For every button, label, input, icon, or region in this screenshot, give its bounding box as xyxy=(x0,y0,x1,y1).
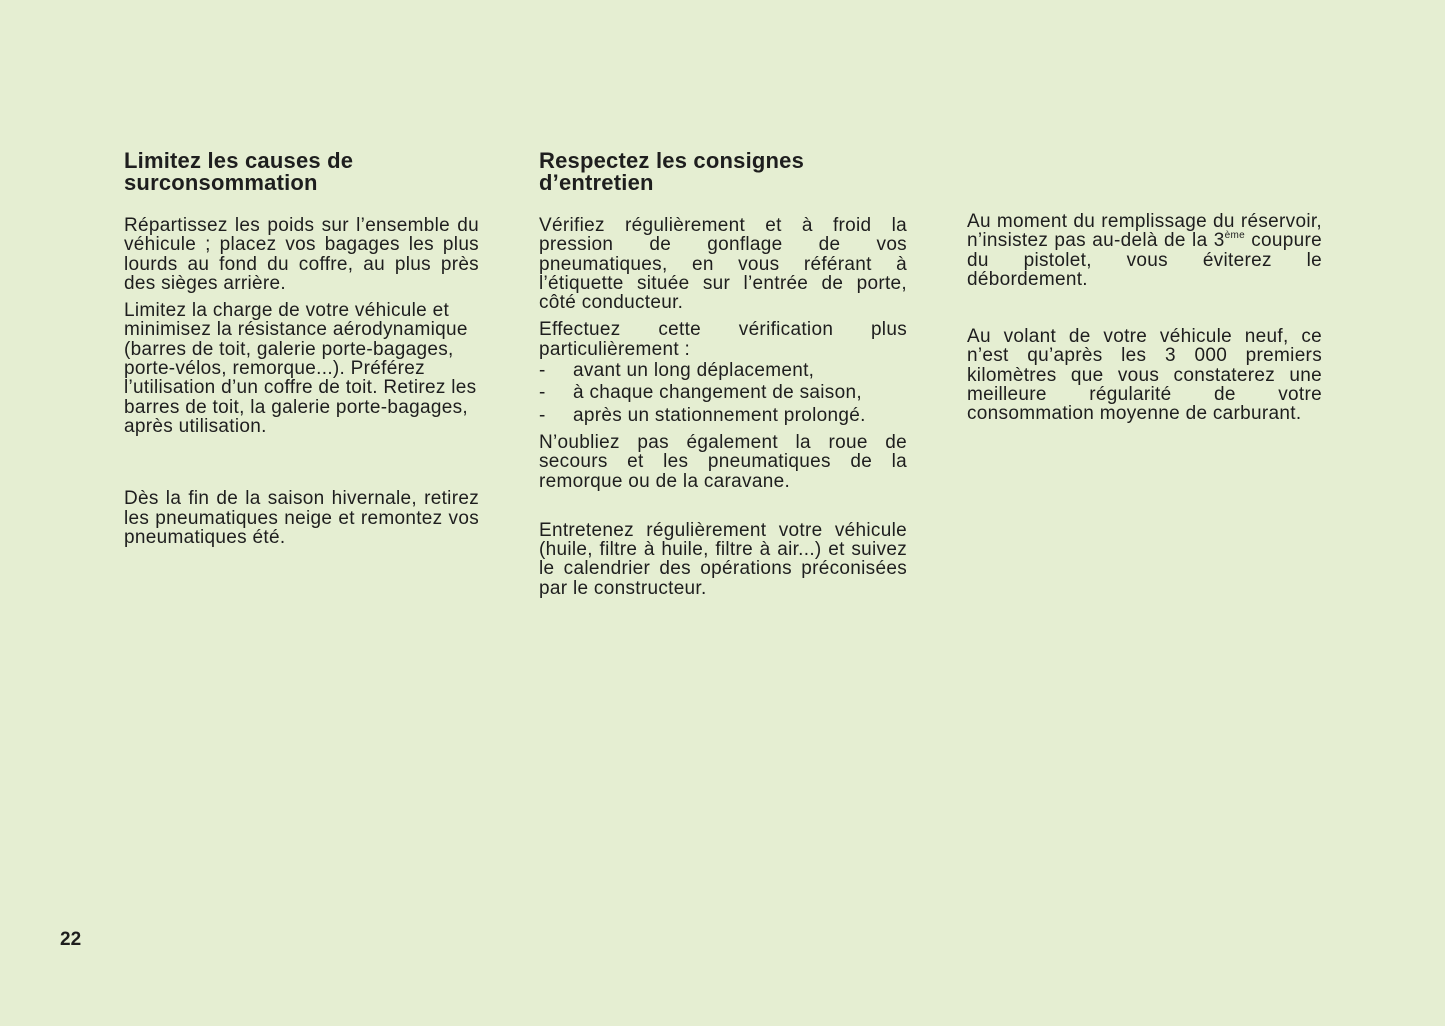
column-maintenance xyxy=(539,150,907,606)
list-item-text: avant un long déplacement, xyxy=(573,360,815,382)
check-occasions-list xyxy=(539,361,907,425)
heading-line-2: d’entretien xyxy=(539,170,654,195)
list-item xyxy=(539,361,907,380)
paragraph-load-limit: Limitez la charge de votre véhicule et minimisez la résistance aérodynamique (barres de toit, galerie porte-bagages, porte-vélos, remorque...). Préférez l’utilisation d’un coffre de toit. Retirez les barres de toit, la galerie porte-bagages, après utilisation. xyxy=(124,300,477,437)
list-item-text: après un stationnement prolongé. xyxy=(573,404,866,426)
paragraph-winter-tyres: Dès la fin de la saison hivernale, retirez les pneumatiques neige et remontez vos pneumatiques été. xyxy=(124,488,479,548)
paragraph-weight-distribution: Répartissez les poids sur l’ensemble du véhicule ; placez vos bagages les plus lourds au fond du coffre, au plus près des sièges arrière. xyxy=(124,215,479,294)
list-item xyxy=(539,406,907,425)
paragraph-spare-wheel: N’oubliez pas également la roue de secours et les pneumatiques de la remorque ou de la caravane. xyxy=(539,431,907,492)
page-number: 22 xyxy=(60,929,82,950)
heading-line-1: Respectez les consignes xyxy=(539,148,805,173)
list-item xyxy=(539,383,907,402)
heading-line-2: surconsommation xyxy=(124,170,318,195)
column-fuel-consumption xyxy=(124,150,479,555)
paragraph-check-intro: Effectuez cette vérification plus particulièrement : xyxy=(539,319,907,360)
dash-bullet: - xyxy=(539,360,546,382)
dash-bullet: - xyxy=(539,404,546,426)
list-item-text: à chaque changement de saison, xyxy=(573,382,862,404)
paragraph-new-vehicle: Au volant de votre véhicule neuf, ce n’est qu’après les 3 000 premiers kilomètres que vous constaterez une meilleure régularité de votre consommation moyenne de carburant. xyxy=(967,326,1322,425)
paragraph-service-schedule: Entretenez régulièrement votre véhicule (huile, filtre à huile, filtre à air...) et suivez le calendrier des opérations préconisées par le constructeur. xyxy=(539,519,907,599)
paragraph-refuelling xyxy=(967,212,1322,289)
column-refuelling xyxy=(967,212,1322,432)
ordinal-superscript: ème xyxy=(1224,230,1245,242)
refuelling-text-a: Au moment du remplissage du réservoir, n’insistez pas au-delà de la 3 xyxy=(967,211,1322,252)
refuelling-text-b: coupure du pistolet, vous éviterez le débordement. xyxy=(967,230,1323,290)
heading-limit-overconsumption xyxy=(124,150,479,194)
heading-line-1: Limitez les causes de xyxy=(124,148,354,173)
dash-bullet: - xyxy=(539,382,546,404)
heading-maintenance-instructions xyxy=(539,150,907,194)
paragraph-tyre-pressure: Vérifiez régulièrement et à froid la pression de gonflage de vos pneumatiques, en vous référant à l’étiquette située sur l’entrée de porte, côté conducteur. xyxy=(539,215,907,314)
